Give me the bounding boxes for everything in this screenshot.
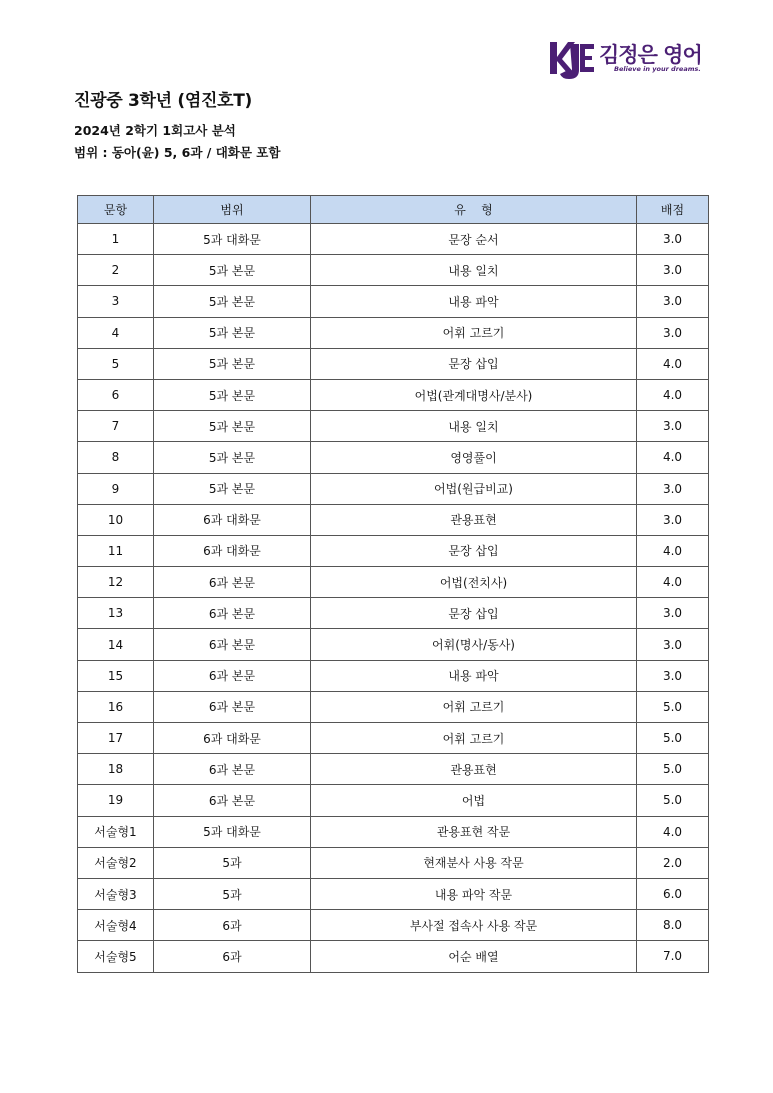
kje-logo-icon	[548, 38, 596, 82]
question-number: 서술형5	[78, 941, 154, 972]
question-number: 4	[78, 317, 154, 348]
question-scope: 6과	[154, 941, 311, 972]
question-scope: 6과 본문	[154, 660, 311, 691]
table-row	[78, 785, 709, 816]
table-row	[78, 629, 709, 660]
exam-name: 2024년 2학기 1회고사 분석	[74, 123, 236, 138]
question-number: 서술형4	[78, 910, 154, 941]
question-points: 3.0	[637, 224, 709, 255]
question-type: 어법(관계대명사/분사)	[311, 379, 637, 410]
page-title: 진광중 3학년 (염진호T)	[74, 91, 252, 111]
question-points: 3.0	[637, 255, 709, 286]
question-number: 17	[78, 723, 154, 754]
question-points: 6.0	[637, 878, 709, 909]
question-number: 5	[78, 348, 154, 379]
question-type: 내용 일치	[311, 255, 637, 286]
question-number: 15	[78, 660, 154, 691]
question-number: 11	[78, 535, 154, 566]
question-points: 4.0	[637, 348, 709, 379]
question-number: 10	[78, 504, 154, 535]
column-header-points: 배점	[637, 196, 709, 224]
question-scope: 6과	[154, 910, 311, 941]
question-scope: 5과 대화문	[154, 816, 311, 847]
table-header-row	[78, 196, 709, 224]
question-number: 서술형2	[78, 847, 154, 878]
table-row	[78, 660, 709, 691]
column-header-type: 유 형	[311, 196, 637, 224]
question-type: 영영풀이	[311, 442, 637, 473]
logo-tagline: Believe in your dreams.	[614, 65, 701, 73]
question-points: 3.0	[637, 660, 709, 691]
question-points: 3.0	[637, 473, 709, 504]
question-type: 어순 배열	[311, 941, 637, 972]
question-scope: 5과	[154, 878, 311, 909]
question-scope: 6과 본문	[154, 785, 311, 816]
question-points: 3.0	[637, 598, 709, 629]
question-scope: 6과 대화문	[154, 504, 311, 535]
question-scope: 6과 본문	[154, 691, 311, 722]
question-scope: 6과 대화문	[154, 723, 311, 754]
column-header-number: 문항	[78, 196, 154, 224]
question-number: 12	[78, 567, 154, 598]
table-row	[78, 535, 709, 566]
exam-analysis-table	[77, 195, 709, 973]
question-points: 3.0	[637, 411, 709, 442]
table-row	[78, 723, 709, 754]
question-number: 2	[78, 255, 154, 286]
question-scope: 6과 본문	[154, 629, 311, 660]
table-row	[78, 878, 709, 909]
table-row	[78, 754, 709, 785]
column-header-scope: 범위	[154, 196, 311, 224]
question-points: 4.0	[637, 567, 709, 598]
question-points: 2.0	[637, 847, 709, 878]
question-points: 3.0	[637, 317, 709, 348]
question-type: 관용표현	[311, 754, 637, 785]
question-scope: 6과 대화문	[154, 535, 311, 566]
logo-name: 김정은 영어	[599, 43, 702, 67]
question-type: 어휘 고르기	[311, 691, 637, 722]
question-type: 내용 파악	[311, 286, 637, 317]
table-row	[78, 286, 709, 317]
table-row	[78, 691, 709, 722]
question-scope: 5과 본문	[154, 411, 311, 442]
question-type: 문장 삽입	[311, 535, 637, 566]
table-row	[78, 411, 709, 442]
table-row	[78, 442, 709, 473]
question-type: 내용 파악 작문	[311, 878, 637, 909]
question-type: 어휘(명사/동사)	[311, 629, 637, 660]
question-scope: 5과 대화문	[154, 224, 311, 255]
question-points: 5.0	[637, 723, 709, 754]
question-number: 13	[78, 598, 154, 629]
question-scope: 5과 본문	[154, 442, 311, 473]
table-row	[78, 598, 709, 629]
question-type: 문장 삽입	[311, 348, 637, 379]
question-scope: 5과 본문	[154, 317, 311, 348]
table-row	[78, 941, 709, 972]
table-row	[78, 224, 709, 255]
question-scope: 5과 본문	[154, 348, 311, 379]
question-number: 14	[78, 629, 154, 660]
question-number: 16	[78, 691, 154, 722]
question-points: 8.0	[637, 910, 709, 941]
question-scope: 6과 본문	[154, 567, 311, 598]
question-type: 부사절 접속사 사용 작문	[311, 910, 637, 941]
question-number: 6	[78, 379, 154, 410]
question-type: 어법	[311, 785, 637, 816]
table-row	[78, 255, 709, 286]
question-type: 어법(전치사)	[311, 567, 637, 598]
question-points: 5.0	[637, 785, 709, 816]
question-type: 관용표현	[311, 504, 637, 535]
question-number: 3	[78, 286, 154, 317]
question-points: 4.0	[637, 816, 709, 847]
question-points: 4.0	[637, 379, 709, 410]
document-header	[74, 88, 280, 164]
table-row	[78, 567, 709, 598]
question-scope: 5과 본문	[154, 286, 311, 317]
question-points: 4.0	[637, 535, 709, 566]
question-type: 어법(원급비교)	[311, 473, 637, 504]
question-type: 문장 순서	[311, 224, 637, 255]
exam-scope: 범위 : 동아(윤) 5, 6과 / 대화문 포함	[74, 145, 281, 160]
question-points: 4.0	[637, 442, 709, 473]
question-number: 9	[78, 473, 154, 504]
question-type: 어휘 고르기	[311, 723, 637, 754]
question-scope: 5과 본문	[154, 255, 311, 286]
question-number: 서술형1	[78, 816, 154, 847]
question-type: 현재분사 사용 작문	[311, 847, 637, 878]
question-points: 3.0	[637, 286, 709, 317]
table-row	[78, 847, 709, 878]
table-row	[78, 910, 709, 941]
question-number: 18	[78, 754, 154, 785]
table-row	[78, 473, 709, 504]
question-type: 문장 삽입	[311, 598, 637, 629]
question-type: 내용 일치	[311, 411, 637, 442]
question-number: 19	[78, 785, 154, 816]
question-points: 5.0	[637, 691, 709, 722]
question-number: 서술형3	[78, 878, 154, 909]
question-type: 어휘 고르기	[311, 317, 637, 348]
question-points: 3.0	[637, 504, 709, 535]
question-scope: 6과 본문	[154, 598, 311, 629]
table-row	[78, 504, 709, 535]
question-points: 3.0	[637, 629, 709, 660]
brand-logo	[548, 38, 728, 82]
question-scope: 5과 본문	[154, 473, 311, 504]
table-row	[78, 317, 709, 348]
question-points: 5.0	[637, 754, 709, 785]
question-scope: 5과 본문	[154, 379, 311, 410]
table-row	[78, 816, 709, 847]
question-scope: 5과	[154, 847, 311, 878]
question-type: 관용표현 작문	[311, 816, 637, 847]
question-number: 1	[78, 224, 154, 255]
question-number: 7	[78, 411, 154, 442]
question-type: 내용 파악	[311, 660, 637, 691]
table-row	[78, 348, 709, 379]
question-scope: 6과 본문	[154, 754, 311, 785]
question-number: 8	[78, 442, 154, 473]
table-row	[78, 379, 709, 410]
question-points: 7.0	[637, 941, 709, 972]
